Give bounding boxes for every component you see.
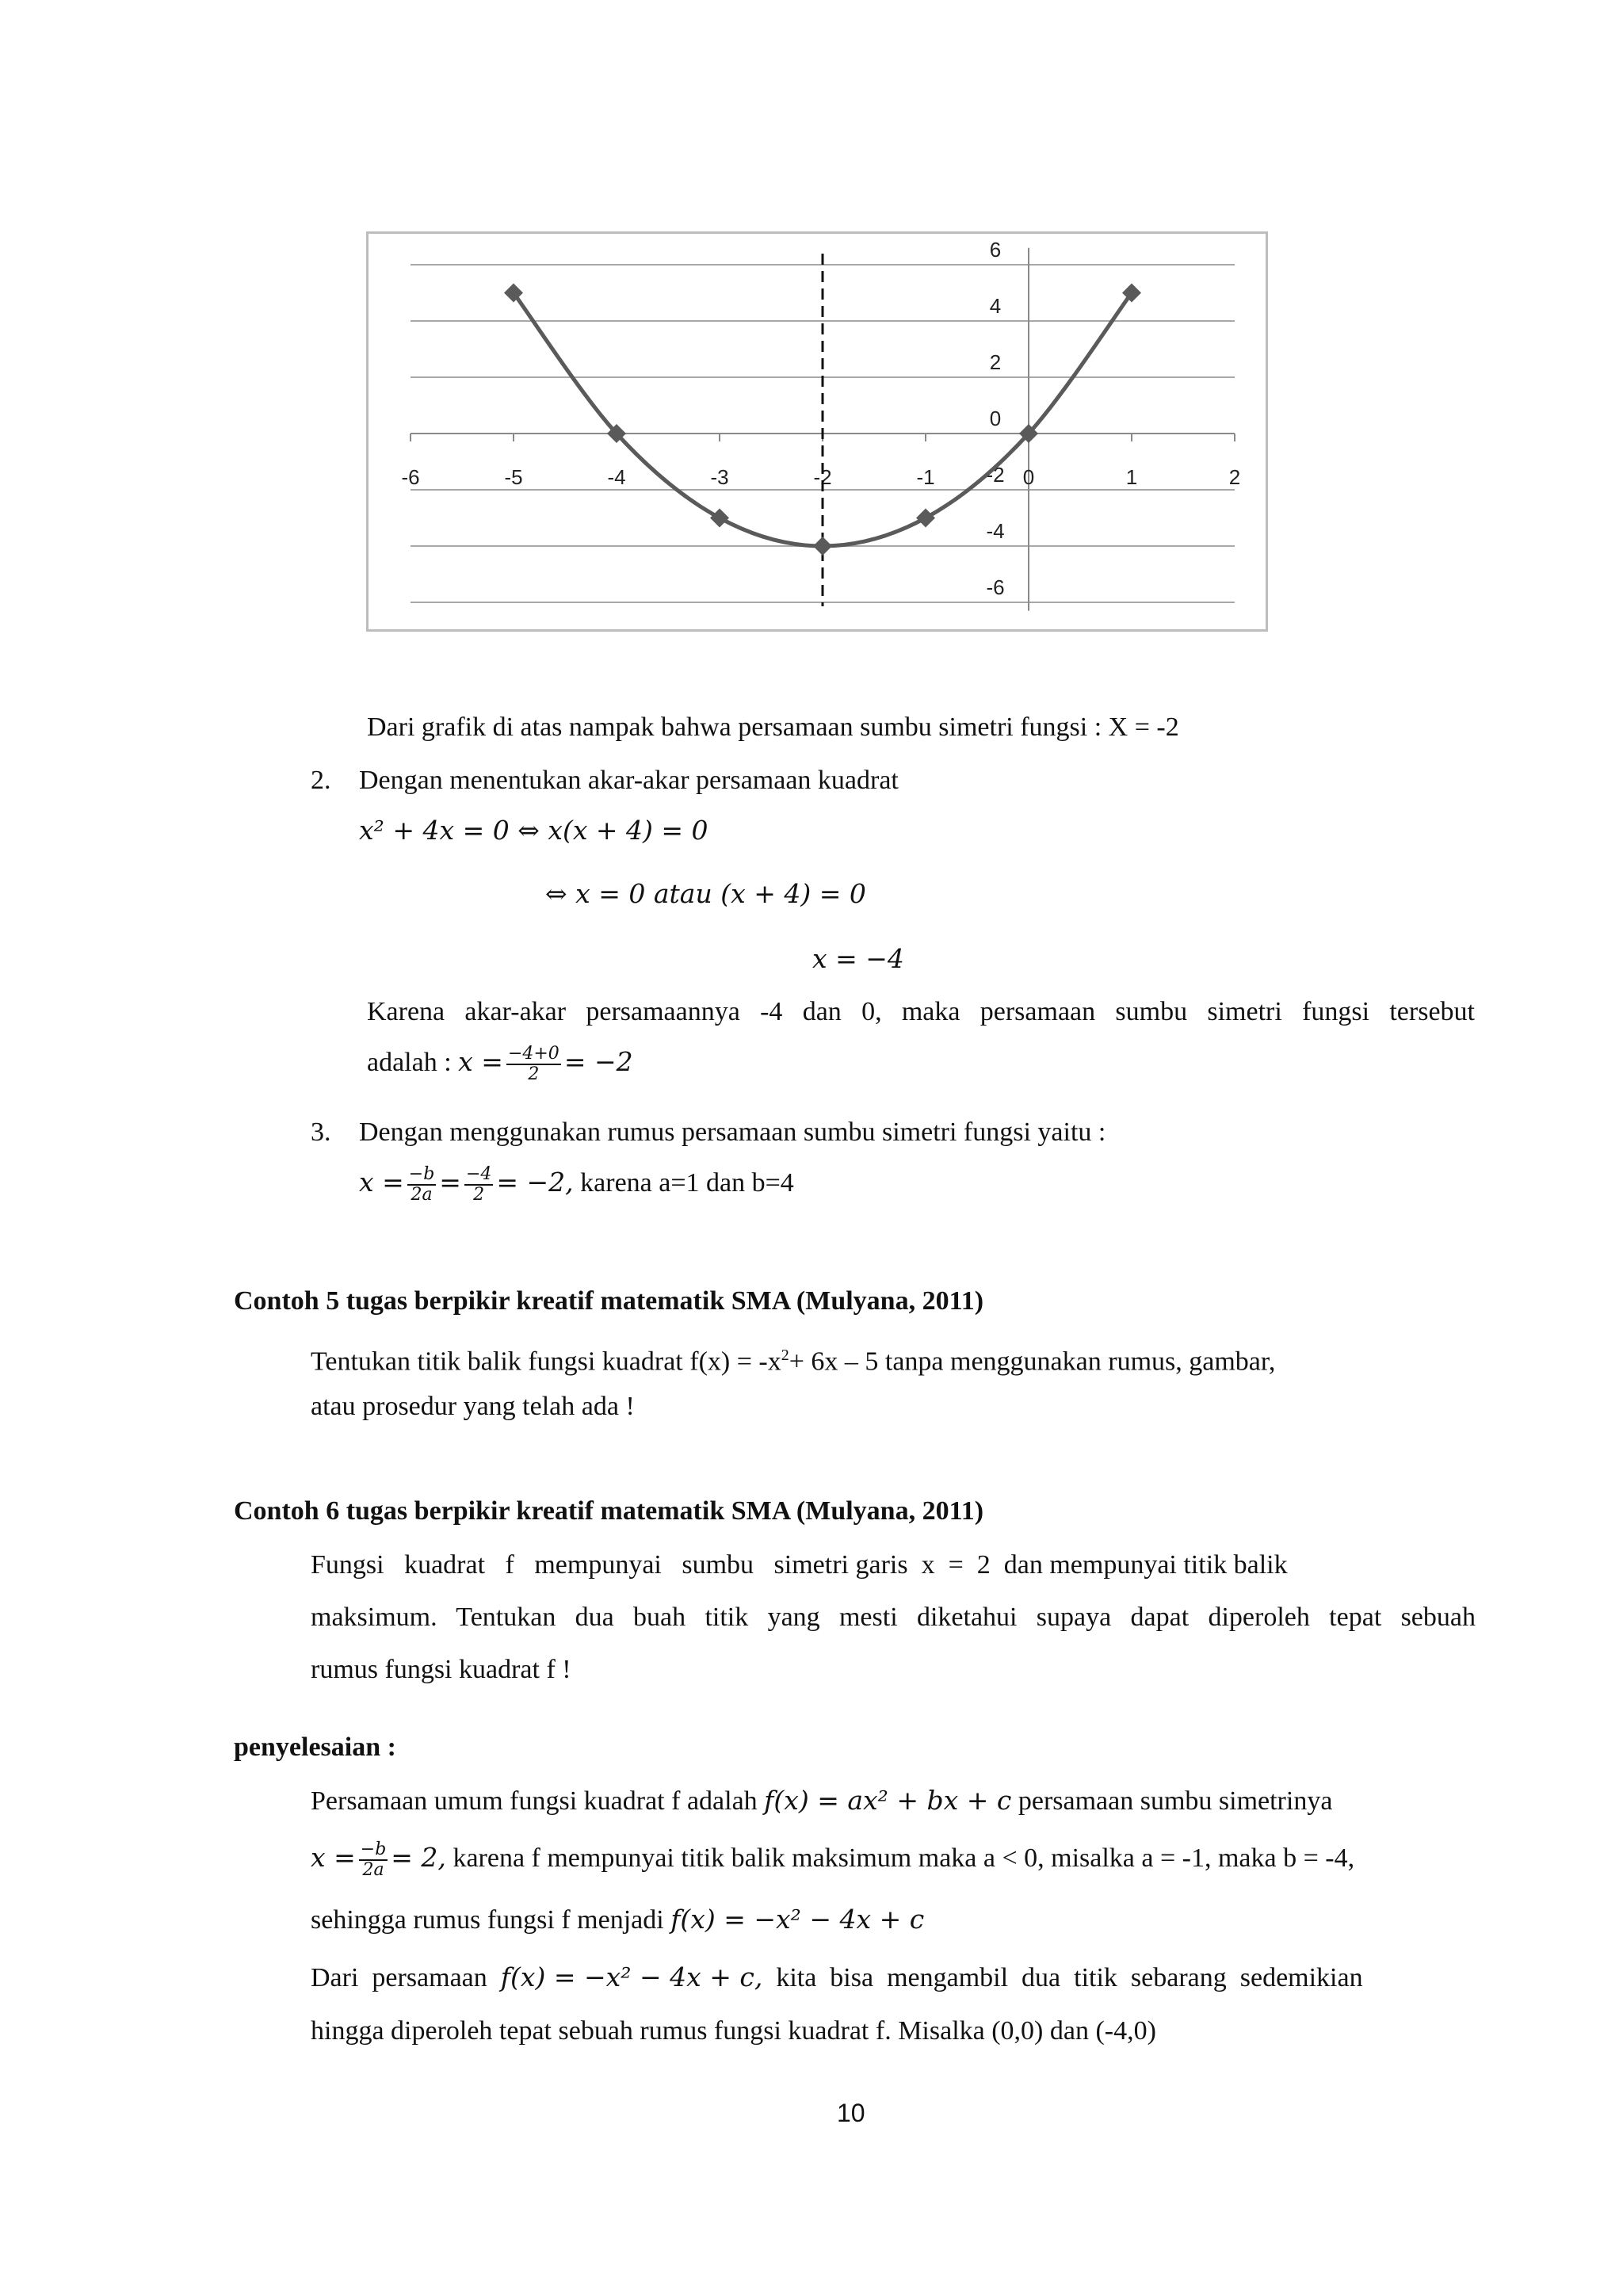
item-3-number: 3. xyxy=(311,1117,331,1147)
item-2-text: Dengan menentukan akar-akar persamaan kuadrat xyxy=(359,766,899,795)
fraction-numerator: −4+0 xyxy=(507,1044,559,1064)
contoh-5-line-a: Tentukan titik balik fungsi kuadrat $f(x) = -x^2+ 6x - 5$ tanpa menggunakan rumus, gambar, xyxy=(311,1347,1276,1377)
fraction xyxy=(464,1165,493,1205)
roots-explanation: Karena akar-akar persamaannya -4 dan 0, maka persamaan sumbu simetri fungsi tersebut xyxy=(367,997,1475,1026)
formula-rhs: = −2, xyxy=(496,1167,574,1198)
contoh-6-heading: Contoh 6 tugas berpikir kreatif matematik SMA (Mulyana, 2011) xyxy=(234,1496,984,1526)
contoh-6-line-c: rumus fungsi kuadrat f ! xyxy=(311,1655,571,1684)
y-tick-label: -6 xyxy=(986,575,1005,599)
fraction-denominator: 2 xyxy=(528,1064,540,1085)
formula-mid: = xyxy=(439,1167,461,1198)
x-tick-label: -3 xyxy=(710,465,729,489)
solution-line-4: Dari persamaan f(x) = −x² − 4x + c, kita bisa mengambil dua titik sebarang sedemikian xyxy=(311,1962,1363,1992)
equation-2: ⇔ x = 0 atau (x + 4) = 0 xyxy=(545,878,866,909)
fraction-denominator: 2a xyxy=(411,1185,433,1205)
page-number: 10 xyxy=(837,2099,865,2127)
item-2-number: 2. xyxy=(311,766,331,795)
y-tick-label: 2 xyxy=(989,350,1002,374)
contoh-5-line-b: atau prosedur yang telah ada ! xyxy=(311,1392,635,1421)
symmetry-formula xyxy=(359,1165,794,1205)
contoh-6-line-a: Fungsi kuadrat f mempunyai sumbu simetri garis x = 2 dan mempunyai titik balik xyxy=(311,1550,1288,1580)
y-tick-label: -2 xyxy=(986,463,1005,487)
solution-line-1: Persamaan umum fungsi kuadrat f adalah f(x) = ax² + bx + c persamaan sumbu simetrinya xyxy=(311,1785,1333,1816)
adalah-rhs: = −2 xyxy=(563,1046,633,1077)
y-tick-label: 4 xyxy=(989,294,1002,318)
item-3-text: Dengan menggunakan rumus persamaan sumbu simetri fungsi yaitu : xyxy=(359,1117,1106,1147)
x-tick-label: 0 xyxy=(1022,465,1035,489)
solution-line-2: x = $\frac{-b}{2a}$ = 2, karena f mempunyai titik balik maksimum maka a < 0, misalka a = -1, maka b = -4, xyxy=(311,1839,1355,1881)
fraction-numerator: −b xyxy=(408,1164,435,1185)
x-tick-label: -4 xyxy=(607,465,626,489)
y-tick-label: 0 xyxy=(989,407,1002,430)
symmetry-result xyxy=(367,1045,633,1084)
fraction xyxy=(506,1045,561,1084)
formula-lhs: x = xyxy=(359,1167,404,1198)
solution-line-5: hingga diperoleh tepat sebuah rumus fungsi kuadrat f. Misalka (0,0) dan (-4,0) xyxy=(311,2016,1156,2046)
adalah-prefix: adalah : xyxy=(367,1048,459,1077)
y-tick-label: 6 xyxy=(989,238,1002,262)
formula-tail: karena a=1 dan b=4 xyxy=(573,1168,794,1198)
x-tick-label: 2 xyxy=(1228,465,1241,489)
adalah-lhs: x = xyxy=(458,1046,503,1077)
fraction-denominator: 2 xyxy=(473,1185,485,1205)
fraction-numerator: −4 xyxy=(465,1164,492,1185)
chart-conclusion: Dari grafik di atas nampak bahwa persamaan sumbu simetri fungsi : X = -2 xyxy=(367,712,1179,742)
solution-line-3: sehingga rumus fungsi f menjadi f(x) = −x² − 4x + c xyxy=(311,1904,925,1935)
contoh-5-heading: Contoh 5 tugas berpikir kreatif matematik SMA (Mulyana, 2011) xyxy=(234,1286,984,1316)
x-tick-label: -1 xyxy=(916,465,935,489)
x-tick-label: -5 xyxy=(504,465,523,489)
x-tick-label: 1 xyxy=(1125,465,1138,489)
chart-frame xyxy=(366,231,1268,632)
fraction xyxy=(407,1165,437,1205)
contoh-6-line-b: maksimum. Tentukan dua buah titik yang mesti diketahui supaya dapat diperoleh tepat sebuah xyxy=(311,1603,1476,1632)
equation-3: x = −4 xyxy=(812,943,904,974)
fraction: $\frac{-b}{2a}$ xyxy=(360,1839,387,1881)
equation-1: x² + 4x = 0 ⇔ x(x + 4) = 0 xyxy=(359,815,708,846)
penyelesaian-heading: penyelesaian : xyxy=(234,1733,396,1762)
x-tick-label: -6 xyxy=(401,465,420,489)
y-tick-label: -4 xyxy=(986,519,1005,543)
x-tick-label: -2 xyxy=(813,465,832,489)
